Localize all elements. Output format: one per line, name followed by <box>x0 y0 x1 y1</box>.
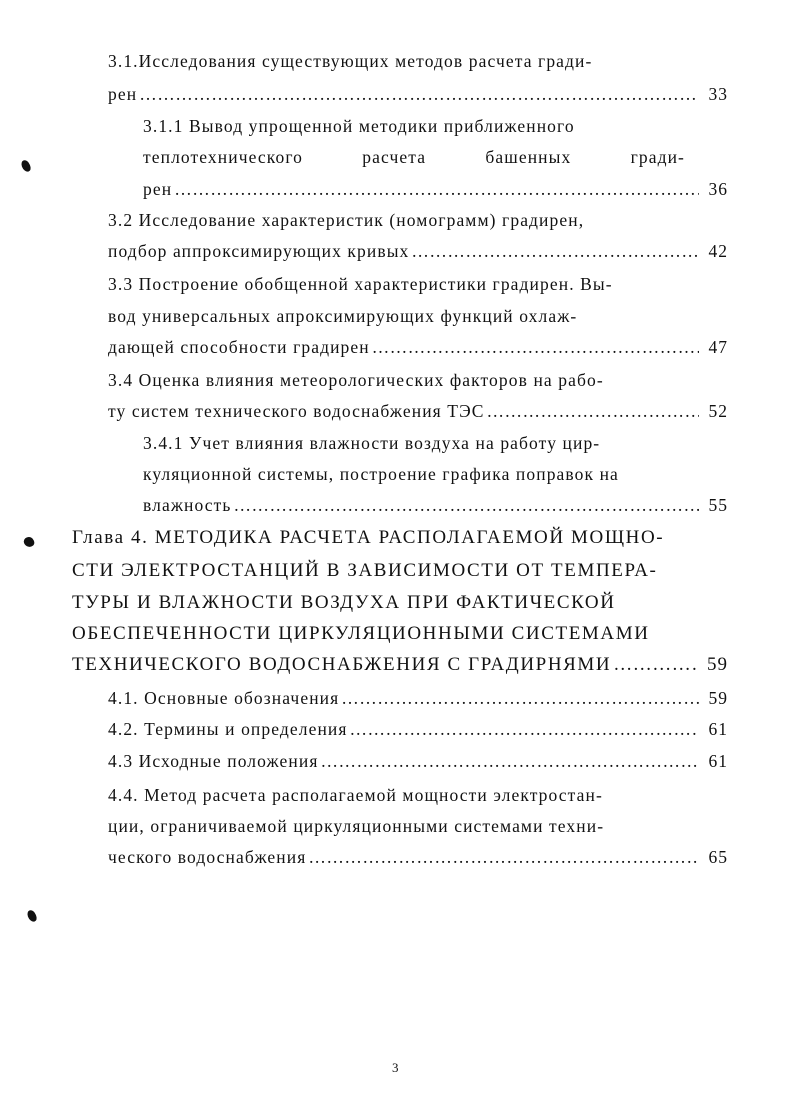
toc-3-1-line1 <box>108 50 685 72</box>
toc-3-2-line1-text: 3.2 Исследование характеристик (номограмм) градирен, <box>108 210 585 230</box>
toc-ch4-page: 59 <box>707 654 728 675</box>
toc-4-4-page: 65 <box>708 847 728 867</box>
toc-ch4-line4 <box>72 623 686 645</box>
toc-3-1-1-tail: рен <box>143 179 173 199</box>
toc-ch4-line4-text: ОБЕСПЕЧЕННОСТИ ЦИРКУЛЯЦИОННЫМИ СИСТЕМАМИ <box>72 623 650 644</box>
toc-3-3-line1 <box>108 273 613 295</box>
dot-leader <box>613 654 697 676</box>
dot-leader <box>233 494 698 516</box>
dot-leader <box>350 718 699 740</box>
toc-3-1-line1-text: 3.1.Исследования существующих методов расчета гради- <box>108 51 593 71</box>
toc-3-4-1-line2-text: куляционной системы, построение графика поправок на <box>143 464 619 484</box>
toc-3-3-line2 <box>108 305 685 327</box>
toc-3-4-1-page: 55 <box>708 495 728 515</box>
toc-3-1-1-line3 <box>143 178 728 200</box>
dot-leader <box>308 846 698 868</box>
toc-3-3-tail: дающей способности градирен <box>108 337 370 357</box>
dot-leader <box>411 240 698 262</box>
dot-leader <box>487 400 699 422</box>
toc-3-4-tail: ту систем технического водоснабжения ТЭС <box>108 401 485 421</box>
toc-ch4-line2-text: СТИ ЭЛЕКТРОСТАНЦИЙ В ЗАВИСИМОСТИ ОТ ТЕМПЕРА- <box>72 560 658 581</box>
toc-ch4-line2 <box>72 560 686 582</box>
toc-4-3 <box>108 750 728 772</box>
toc-ch4-tail: ТЕХНИЧЕСКОГО ВОДОСНАБЖЕНИЯ С ГРАДИРНЯМИ <box>72 654 612 675</box>
toc-3-1-line2 <box>108 83 728 105</box>
toc-ch4-line3 <box>72 592 686 614</box>
toc-3-3-page: 47 <box>708 337 728 357</box>
toc-4-1 <box>108 687 728 709</box>
toc-3-1-1-word: теплотехнического <box>143 147 304 167</box>
dot-leader <box>174 178 698 200</box>
scan-mark <box>23 536 36 549</box>
toc-ch4-line1-text: Глава 4. МЕТОДИКА РАСЧЕТА РАСПОЛАГАЕМОЙ МОЩНО- <box>72 527 665 548</box>
toc-3-1-1-line1-text: 3.1.1 Вывод упрощенной методики приближенного <box>143 116 575 136</box>
toc-3-4-line2 <box>108 400 728 422</box>
toc-4-4-tail: ческого водоснабжения <box>108 847 307 867</box>
dot-leader <box>372 336 699 358</box>
dot-leader <box>320 750 698 772</box>
toc-3-4-1-line1-text: 3.4.1 Учет влияния влажности воздуха на работу цир- <box>143 433 601 453</box>
toc-3-4-page: 52 <box>708 401 728 421</box>
toc-3-2-line1 <box>108 209 584 231</box>
toc-ch4-line1 <box>72 527 664 549</box>
toc-3-3-line3 <box>108 336 728 358</box>
toc-3-4-line1-text: 3.4 Оценка влияния метеорологических факторов на рабо- <box>108 370 604 390</box>
scan-mark <box>26 909 38 923</box>
toc-3-1-1-line2 <box>143 146 685 168</box>
toc-4-4-line1-text: 4.4. Метод расчета располагаемой мощности электростан- <box>108 785 603 805</box>
toc-3-2-tail: подбор аппроксимирующих кривых <box>108 241 410 261</box>
toc-4-4-line1 <box>108 784 603 806</box>
toc-4-2-text: 4.2. Термины и определения <box>108 719 348 739</box>
toc-ch4-line5 <box>72 654 728 676</box>
dot-leader <box>139 83 698 105</box>
toc-ch4-line3-text: ТУРЫ И ВЛАЖНОСТИ ВОЗДУХА ПРИ ФАКТИЧЕСКОЙ <box>72 592 616 613</box>
toc-3-4-1-tail: влажность <box>143 495 232 515</box>
toc-3-1-tail: рен <box>108 84 138 104</box>
toc-3-1-1-line1 <box>143 115 575 137</box>
toc-4-1-text: 4.1. Основные обозначения <box>108 688 340 708</box>
toc-3-1-page: 33 <box>708 84 728 104</box>
toc-4-1-page: 59 <box>708 688 728 708</box>
toc-3-1-1-page: 36 <box>708 179 728 199</box>
toc-3-4-1-line3 <box>143 494 728 516</box>
toc-4-4-line3 <box>108 846 728 868</box>
toc-4-4-line2-text: ции, ограничиваемой циркуляционными системами техни- <box>108 816 605 836</box>
toc-3-3-line2-text: вод универсальных апроксимирующих функций охлаж- <box>108 306 578 326</box>
toc-4-2-page: 61 <box>708 719 728 739</box>
toc-3-1-1-word: башенных <box>485 147 572 167</box>
toc-4-3-text: 4.3 Исходные положения <box>108 751 319 771</box>
toc-4-3-page: 61 <box>708 751 728 771</box>
toc-4-4-line2 <box>108 815 604 837</box>
dot-leader <box>341 687 698 709</box>
toc-3-4-1-line2 <box>143 463 619 485</box>
toc-3-1-1-word: расчета <box>362 147 427 167</box>
toc-3-1-1-word: гради- <box>630 147 685 167</box>
toc-3-3-line1-text: 3.3 Построение обобщенной характеристики градирен. Вы- <box>108 274 613 294</box>
scan-mark <box>20 159 32 173</box>
toc-3-4-line1 <box>108 369 604 391</box>
toc-3-2-page: 42 <box>708 241 728 261</box>
toc-4-2 <box>108 718 728 740</box>
toc-3-2-line2 <box>108 240 728 262</box>
page-number: 3 <box>392 1060 399 1075</box>
toc-3-4-1-line1 <box>143 432 600 454</box>
